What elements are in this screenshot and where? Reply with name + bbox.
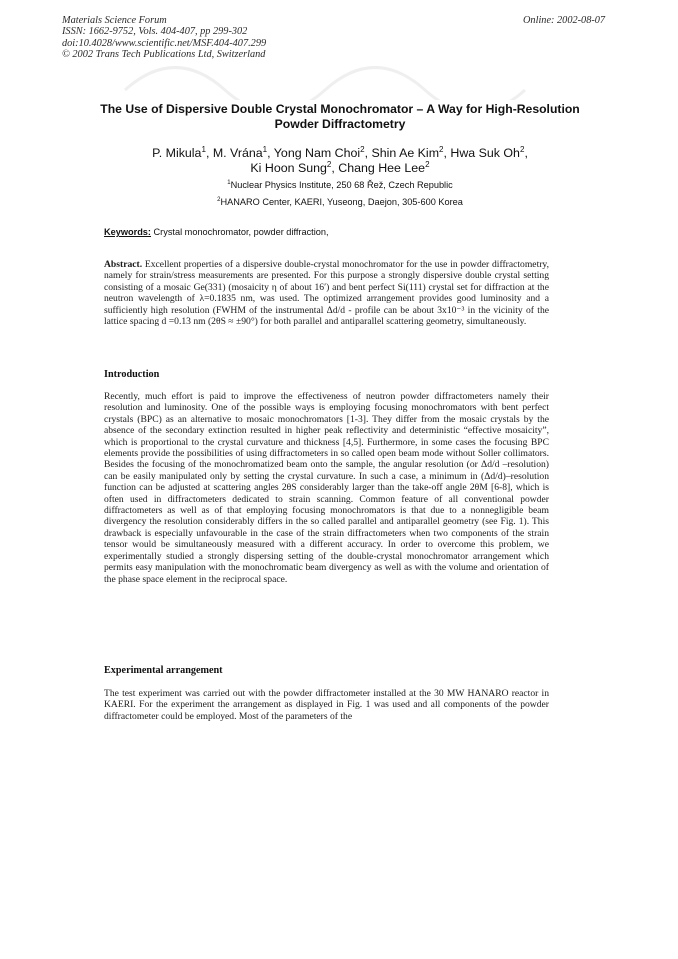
doi-line: doi:10.4028/www.scientific.net/MSF.404-407.299 (62, 37, 267, 49)
section-heading-experimental: Experimental arrangement (104, 665, 223, 676)
abstract-label: Abstract. (104, 259, 143, 270)
keywords-label: Keywords: (104, 227, 151, 237)
author-list (95, 146, 585, 176)
paper-title: The Use of Dispersive Double Crystal Monochromator – A Way for High-Resolution Powder Diffractometry (100, 102, 580, 131)
experimental-text: The test experiment was carried out with the powder diffractometer installed at the 30 MW HANARO reactor in KAERI. For the experiment the arrangement as displayed in Fig. 1 was used and all components of the powder diffractometer could be employed. Most of the parameters of the (104, 688, 549, 722)
online-date: Online: 2002-08-07 (523, 15, 606, 26)
author: Hwa Suk Oh$^2$ (450, 144, 525, 160)
author: Yong Nam Choi$^2$ (273, 144, 365, 160)
keywords (104, 227, 584, 238)
affiliation-1: $^1$Nuclear Physics Institute, 250 68 Řež, Czech Republic (227, 179, 453, 190)
abstract (104, 259, 549, 327)
author: Shin Ae Kim$^2$ (371, 144, 444, 160)
keywords-text: Crystal monochromator, powder diffraction, (153, 227, 329, 237)
copyright-line: © 2002 Trans Tech Publications Ltd, Switzerland (62, 49, 266, 61)
abstract-text: Excellent properties of a dispersive double-crystal monochromator for the use in powder diffractometry, namely for strain/stress measurements are presented. For this purpose a strongly dispersive double crystal setting consisting of a mosaic Ge(331) (mosaicity η of about 16′) and bent perfect Si(111) crystal set for diffraction at the neutron wavelength of λ=0.1835 nm, was used. The optimized arrangement provides good luminosity and a sufficiently high resolution (FWHM of the instrumental Δd/d - profile can be about 3x10⁻³ in the vicinity of the lattice spacing d =0.13 nm (2θS ≈ ±90°) for both parallel and antiparallel scattering geometry, simultaneously. (104, 259, 549, 328)
issn-line: ISSN: 1662-9752, Vols. 404-407, pp 299-302 (62, 26, 248, 38)
affiliation-2: $^2$HANARO Center, KAERI, Yuseong, Daejon, 305-600 Korea (217, 196, 463, 207)
journal-header (62, 15, 266, 61)
author-line-1: P. Mikula$^1$, M. Vrána$^1$, Yong Nam Choi$^2$, Shin Ae Kim$^2$, Hwa Suk Oh$^2$, (152, 144, 528, 160)
author: M. Vrána$^1$ (212, 144, 268, 160)
section-heading-introduction: Introduction (104, 369, 160, 380)
author: Chang Hee Lee$^2$ (338, 159, 430, 175)
introduction-text: Recently, much effort is paid to improve the effectiveness of neutron powder diffractometers namely their resolution and luminosity. One of the possible ways is employing focusing monochromators with bent perfect crystals (BPC) as an alternative to mosaic monochromators [1-3]. They differ from the mosaic crystals by the absence of the secondary extinction resulted in higher peak reflectivity and deterministic “effective mosaicity”, which is proportional to the crystal curvature and thickness [4,5]. Furthermore, in some cases the focusing BPC elements provide the possibilities of using diffractometers in so called open beam mode without Soller collimators. Besides the focusing of the monochromatized beam onto the sample, the angular resolution (or Δd/d –resolution) can be easily manipulated only by setting the crystal curvature. In such a case, a minimum in (Δd/d)–resolution function can be adjusted at scattering angles 2θS considerably larger than the take-off angle 2θM [6-8], which is often used in diffractometers dedicated to strain scanning. Common feature of all conventional powder diffractometers as well as of that employing focusing monochromators is that due to a nonnegligible beam divergency the resolution considerably differs in the so called parallel and antiparallel geometry (see Fig. 1). This drawback is especially unfavourable in the case of the strain diffractometers when two components of the strain tensor would be simultaneously measured with a different accuracy. In order to overcome this problem, we experimentally studied a strongly dispersing setting of the double-crystal monochromator arrangement which permits easy manipulation with the monochromatic beam divergency as well as with the volume and orientation of the phase space element in the reciprocal space. (104, 391, 549, 585)
author: P. Mikula$^1$ (152, 144, 206, 160)
author: Ki Hoon Sung$^2$ (250, 159, 332, 175)
author-line-2: Ki Hoon Sung$^2$, Chang Hee Lee$^2$ (250, 159, 430, 175)
journal-name: Materials Science Forum (62, 15, 167, 26)
